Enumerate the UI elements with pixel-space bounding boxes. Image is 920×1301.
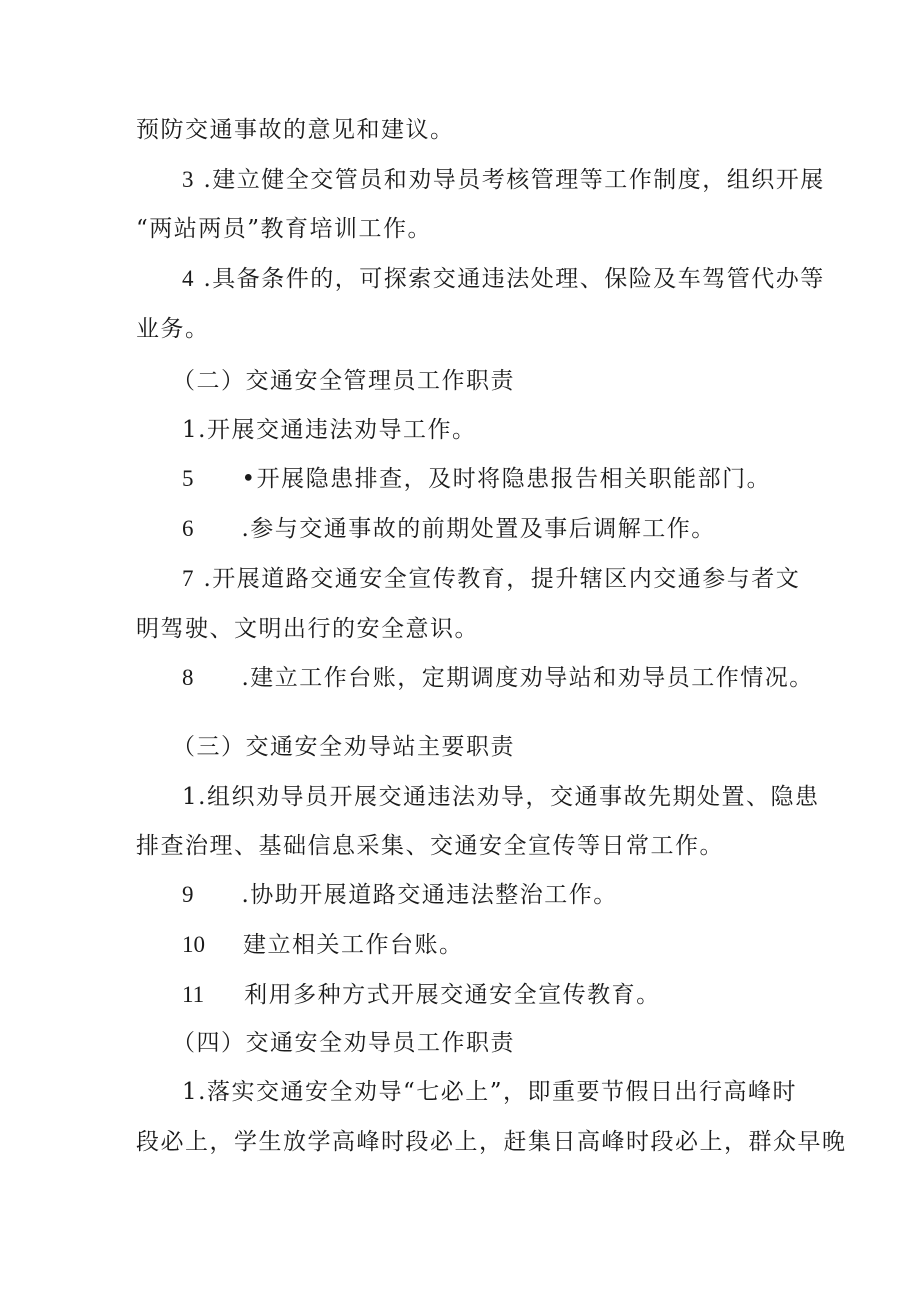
list-item-5 bbox=[182, 464, 771, 494]
text: 段必上，学生放学高峰时段必上，赶集日高峰时段必上，群众早晚 bbox=[136, 1129, 847, 1155]
item-number: 8 bbox=[182, 665, 194, 690]
list-item-7 bbox=[182, 564, 800, 594]
item-text: .开展道路交通安全宣传教育，提升辖区内交通参与者文 bbox=[203, 566, 801, 592]
item-text: 利用多种方式开展交通安全宣传教育。 bbox=[244, 982, 661, 1008]
item-text: 建立相关工作台账。 bbox=[243, 932, 464, 958]
item-text: .具备条件的，可探索交通违法处理、保险及车驾管代办等 bbox=[203, 266, 825, 292]
list-item-1 bbox=[182, 415, 476, 445]
item-text: 1.开展交通违法劝导工作。 bbox=[182, 417, 477, 443]
list-item-6 bbox=[182, 514, 716, 544]
list-item-4 bbox=[182, 264, 825, 294]
paragraph-line bbox=[136, 115, 455, 145]
text: “两站两员”教育培训工作。 bbox=[136, 216, 433, 242]
item-text: .建立工作台账，定期调度劝导站和劝导员工作情况。 bbox=[241, 665, 814, 691]
text: 排查治理、基础信息采集、交通安全宣传等日常工作。 bbox=[136, 833, 724, 859]
item-text: .建立健全交管员和劝导员考核管理等工作制度，组织开展 bbox=[203, 167, 825, 193]
list-item-10 bbox=[182, 930, 464, 960]
item-text: 1.组织劝导员开展交通违法劝导，交通事故先期处置、隐患 bbox=[182, 784, 820, 810]
paragraph-line bbox=[136, 314, 210, 344]
text: 预防交通事故的意见和建议。 bbox=[136, 117, 455, 143]
item-number: 3 bbox=[182, 167, 194, 192]
list-item-1 bbox=[182, 782, 819, 812]
text: 业务。 bbox=[136, 316, 210, 342]
paragraph-line bbox=[136, 614, 479, 644]
list-item-1 bbox=[182, 1077, 797, 1107]
list-item-11 bbox=[182, 980, 661, 1010]
text: 明驾驶、文明出行的安全意识。 bbox=[136, 616, 479, 642]
paragraph-line bbox=[136, 214, 432, 244]
list-item-9 bbox=[182, 880, 618, 910]
paragraph-line bbox=[136, 831, 724, 861]
item-number: 7 bbox=[182, 566, 194, 591]
item-number: 9 bbox=[182, 882, 194, 907]
paragraph-line bbox=[136, 1127, 847, 1157]
section-heading-4 bbox=[172, 1028, 515, 1058]
item-number: 10 bbox=[182, 932, 205, 957]
list-item-8 bbox=[182, 663, 814, 693]
item-text: .协助开展道路交通违法整治工作。 bbox=[241, 882, 618, 908]
item-number: 5 bbox=[182, 466, 194, 491]
section-heading-3 bbox=[172, 732, 515, 762]
item-text: 1.落实交通安全劝导“七必上”，即重要节假日出行高峰时 bbox=[182, 1079, 797, 1105]
item-number: 4 bbox=[182, 266, 194, 291]
heading-text: （三）交通安全劝导站主要职责 bbox=[172, 734, 515, 760]
item-text: .参与交通事故的前期处置及事后调解工作。 bbox=[241, 516, 716, 542]
list-item-3 bbox=[182, 165, 825, 195]
heading-text: （四）交通安全劝导员工作职责 bbox=[172, 1030, 515, 1056]
section-heading-2 bbox=[172, 366, 515, 396]
item-text: •开展隐患排查，及时将隐患报告相关职能部门。 bbox=[241, 466, 772, 492]
heading-text: （二）交通安全管理员工作职责 bbox=[172, 368, 515, 394]
item-number: 11 bbox=[182, 982, 205, 1007]
item-number: 6 bbox=[182, 516, 194, 541]
